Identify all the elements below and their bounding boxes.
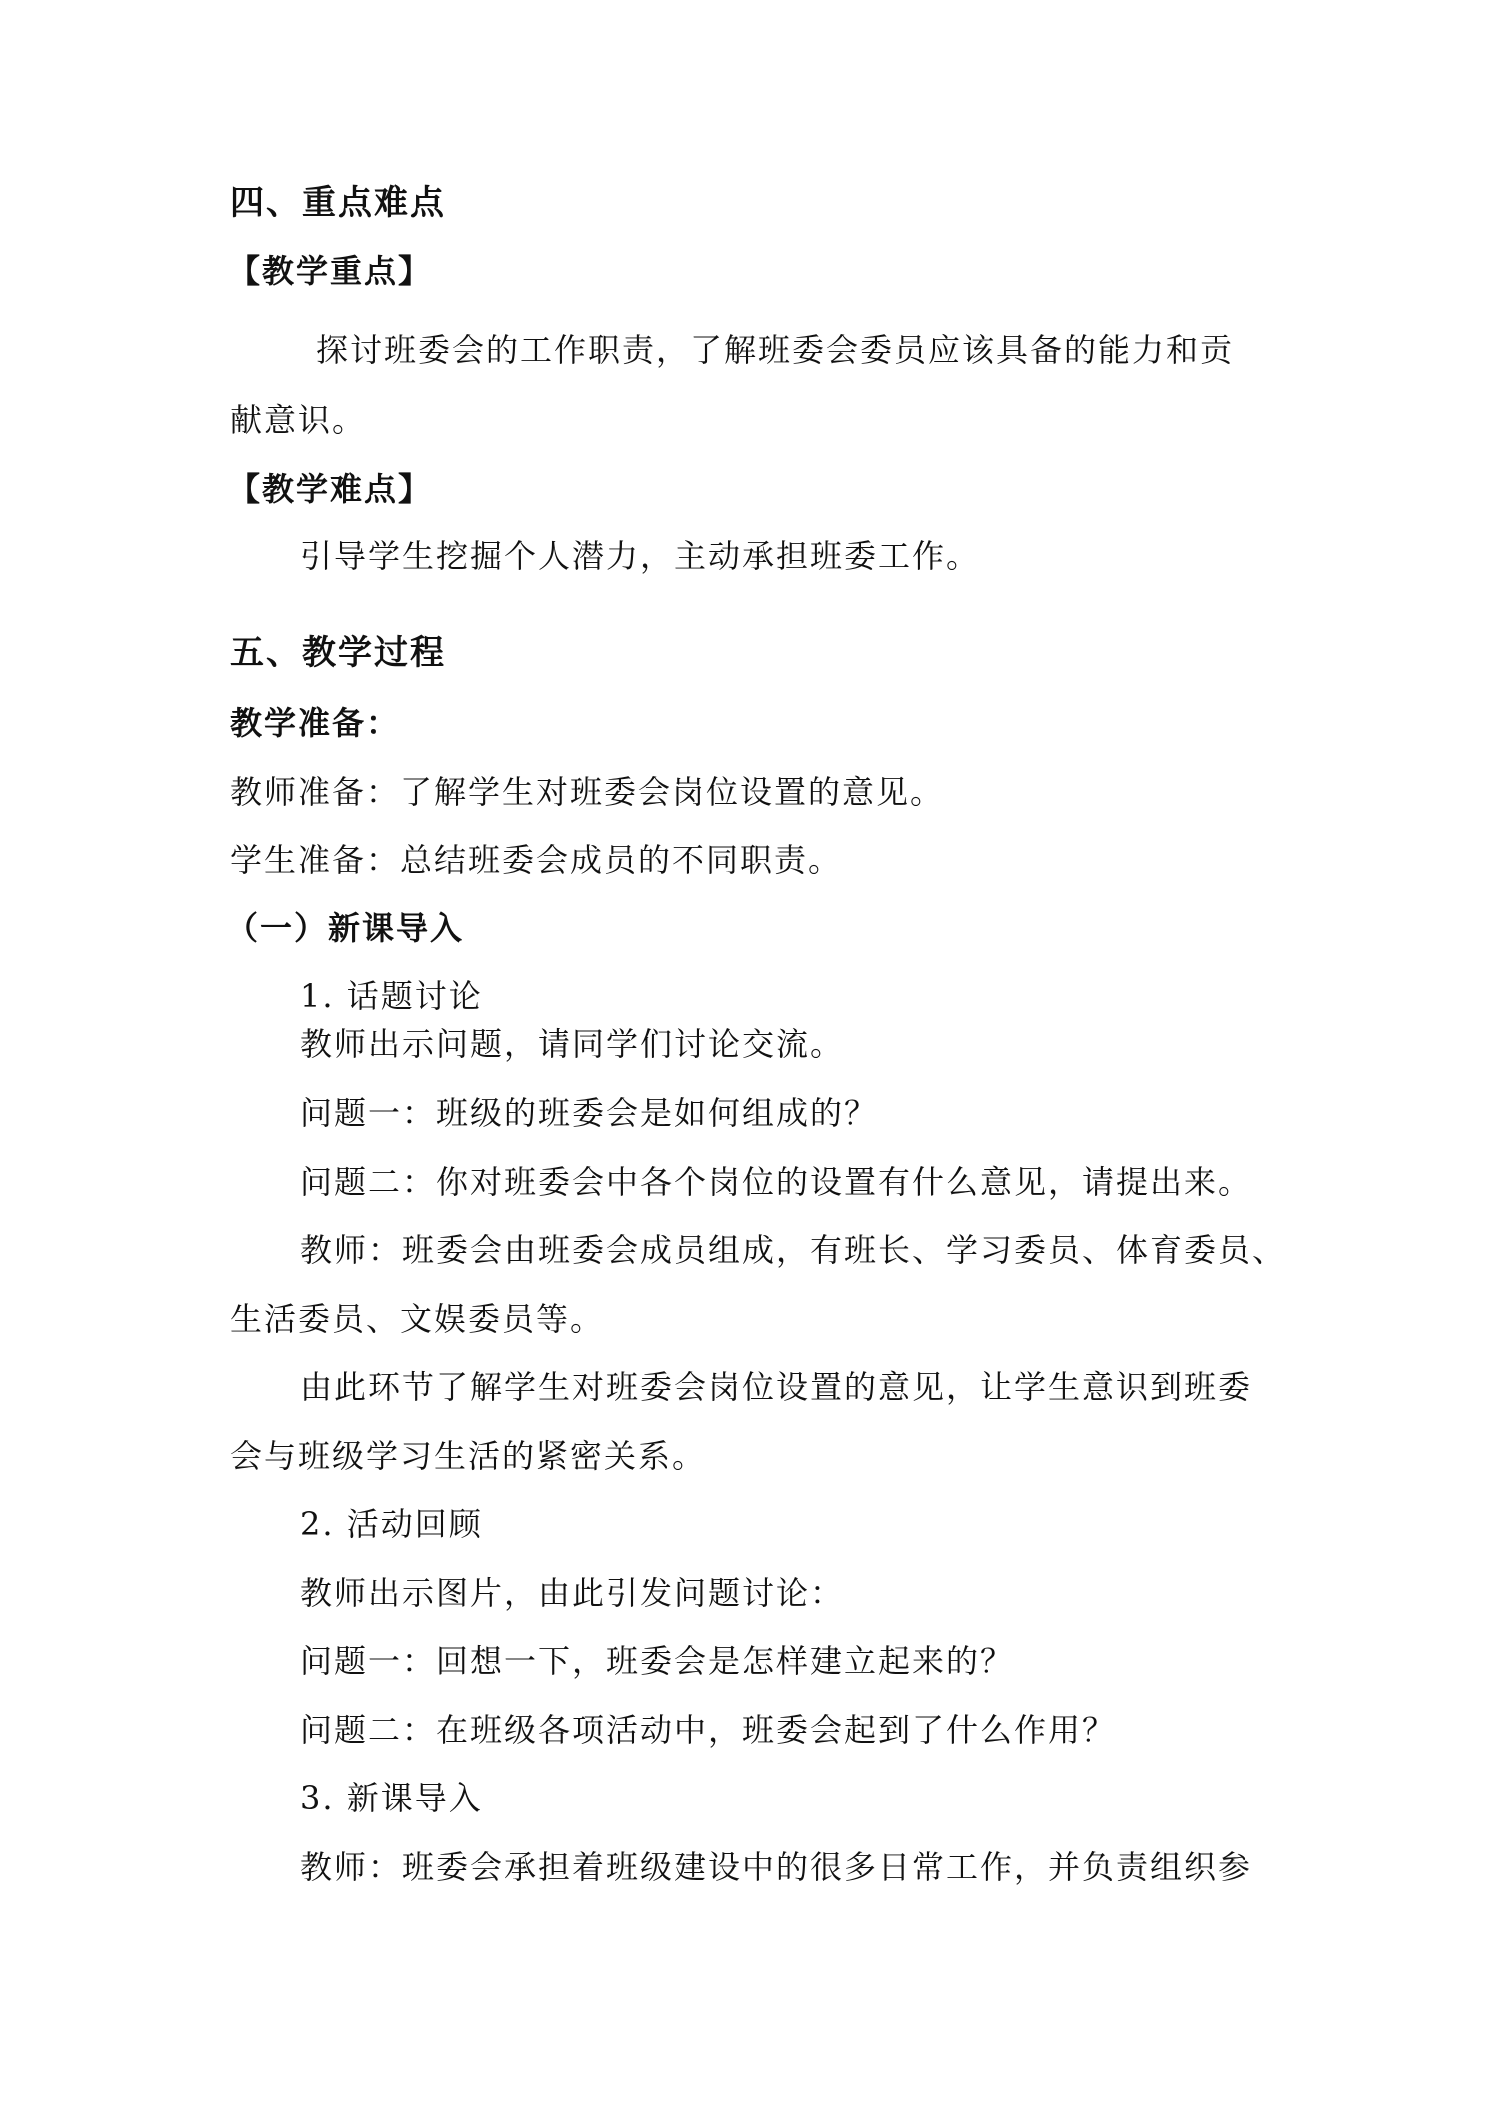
section-4-title: 四、重点难点 — [230, 183, 446, 223]
teaching-prep-heading: 教学准备： — [230, 704, 401, 742]
difficult-points-text-line-1: 引导学生挖掘个人潜力，主动承担班委工作。 — [300, 537, 981, 575]
item-1-question-1: 问题一：班级的班委会是如何组成的？ — [300, 1094, 879, 1132]
item-2-title: 2. 活动回顾 — [300, 1505, 483, 1543]
item-1-teacher-line-2: 生活委员、文娱委员等。 — [230, 1300, 605, 1338]
item-2-line-1: 教师出示图片，由此引发问题讨论： — [300, 1574, 845, 1612]
item-3-title: 3. 新课导入 — [300, 1779, 483, 1817]
item-1-summary-line-1: 由此环节了解学生对班委会岗位设置的意见，让学生意识到班委 — [300, 1368, 1253, 1406]
item-1-summary-line-2: 会与班级学习生活的紧密关系。 — [230, 1437, 707, 1475]
item-1-question-2: 问题二：你对班委会中各个岗位的设置有什么意见，请提出来。 — [300, 1163, 1253, 1201]
student-prep-line: 学生准备：总结班委会成员的不同职责。 — [230, 841, 843, 879]
item-1-line-1: 教师出示问题，请同学们讨论交流。 — [300, 1025, 845, 1063]
item-3-line-1: 教师：班委会承担着班级建设中的很多日常工作，并负责组织参 — [300, 1848, 1253, 1886]
item-1-teacher-line-1: 教师：班委会由班委会成员组成，有班长、学习委员、体育委员、 — [300, 1231, 1287, 1269]
part-1-heading: （一）新课导入 — [226, 909, 465, 947]
item-2-question-1: 问题一：回想一下，班委会是怎样建立起来的？ — [300, 1642, 1015, 1680]
item-1-title: 1. 话题讨论 — [300, 977, 483, 1015]
key-points-text-line-1: 探讨班委会的工作职责，了解班委会委员应该具备的能力和贡 — [316, 331, 1235, 369]
section-5-title: 五、教学过程 — [230, 633, 446, 673]
difficult-points-heading: 【教学难点】 — [228, 470, 433, 508]
teacher-prep-line: 教师准备：了解学生对班委会岗位设置的意见。 — [230, 773, 945, 811]
item-2-question-2: 问题二：在班级各项活动中，班委会起到了什么作用？ — [300, 1711, 1117, 1749]
key-points-heading: 【教学重点】 — [228, 252, 433, 290]
key-points-text-line-2: 献意识。 — [230, 401, 367, 439]
